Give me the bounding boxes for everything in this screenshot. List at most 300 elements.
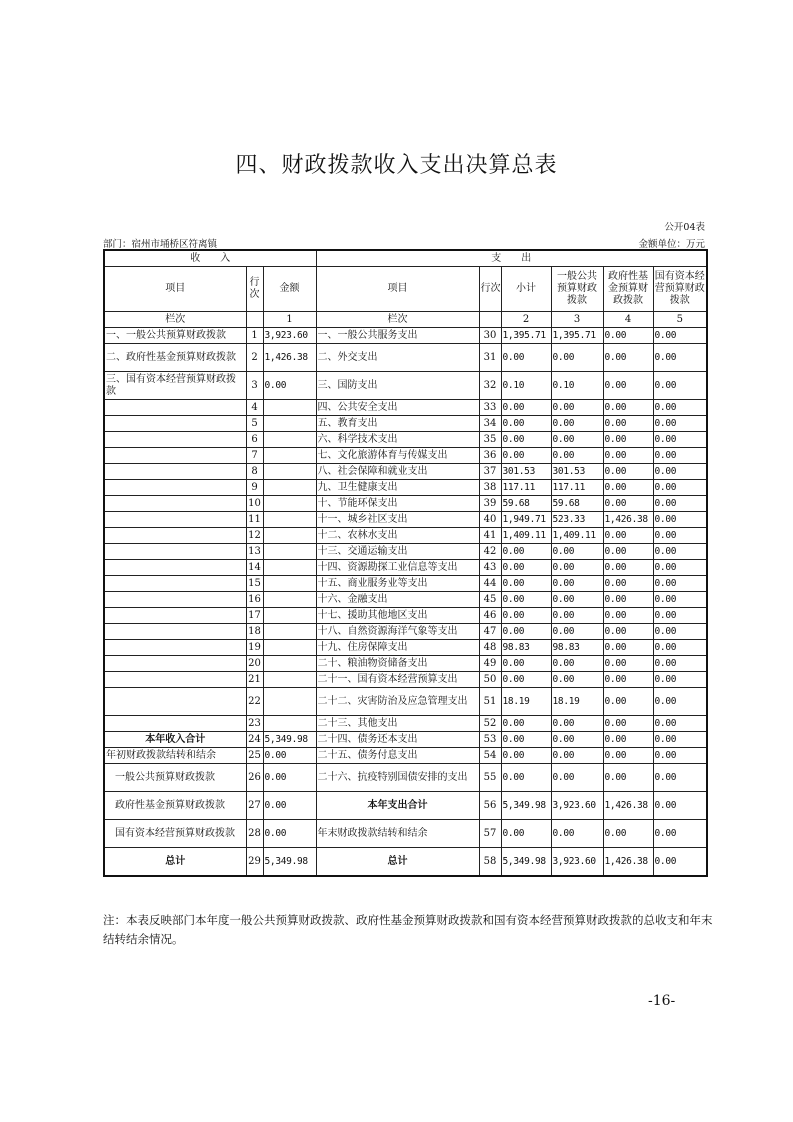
expense-line-no: 52 <box>479 716 501 732</box>
expense-line-no: 34 <box>479 416 501 432</box>
income-header: 收 入 <box>104 250 316 267</box>
income-item: 三、国有资本经营预算财政拨款 <box>104 372 246 400</box>
general-budget-value: 98.83 <box>551 640 603 656</box>
general-budget-value: 0.00 <box>551 748 603 764</box>
expense-line-no: 36 <box>479 448 501 464</box>
general-budget-value: 0.00 <box>551 716 603 732</box>
general-budget-value: 59.68 <box>551 496 603 512</box>
expense-line-no: 46 <box>479 608 501 624</box>
table-row <box>104 344 707 372</box>
income-amount: 0.00 <box>263 748 316 764</box>
income-item <box>104 432 246 448</box>
budget-summary-table <box>103 249 708 877</box>
state-capital-value: 0.00 <box>653 820 707 848</box>
income-amount <box>263 544 316 560</box>
income-line-no: 8 <box>246 464 263 480</box>
income-item <box>104 416 246 432</box>
gov-fund-value: 0.00 <box>603 496 653 512</box>
expense-item: 三、国防支出 <box>316 372 479 400</box>
income-line-no: 23 <box>246 716 263 732</box>
unit-label: 金额单位：万元 <box>638 239 705 250</box>
income-amount <box>263 416 316 432</box>
general-budget-value: 0.00 <box>551 432 603 448</box>
table-row <box>104 448 707 464</box>
income-item <box>104 624 246 640</box>
income-amount: 3,923.60 <box>263 328 316 344</box>
subtotal-value: 0.00 <box>501 544 551 560</box>
table-row <box>104 688 707 716</box>
income-line-no: 4 <box>246 400 263 416</box>
expense-line-no: 44 <box>479 576 501 592</box>
table-row <box>104 400 707 416</box>
expense-line-no: 58 <box>479 848 501 877</box>
income-line-no: 22 <box>246 688 263 716</box>
state-capital-value: 0.00 <box>653 416 707 432</box>
expense-item: 十三、交通运输支出 <box>316 544 479 560</box>
income-amount <box>263 716 316 732</box>
expense-line-no: 39 <box>479 496 501 512</box>
expense-line-no: 38 <box>479 480 501 496</box>
income-item <box>104 716 246 732</box>
expense-item: 二十三、其他支出 <box>316 716 479 732</box>
expense-item: 八、社会保障和就业支出 <box>316 464 479 480</box>
expense-item: 十九、住房保障支出 <box>316 640 479 656</box>
general-budget-value: 0.00 <box>551 608 603 624</box>
state-capital-value: 0.00 <box>653 560 707 576</box>
gov-fund-value: 0.00 <box>603 416 653 432</box>
state-capital-value: 0.00 <box>653 432 707 448</box>
expense-line-no: 57 <box>479 820 501 848</box>
income-line-no: 1 <box>246 328 263 344</box>
expense-item: 本年支出合计 <box>316 792 479 820</box>
income-line-no: 19 <box>246 640 263 656</box>
footnote: 注：本表反映部门本年度一般公共预算财政拨款、政府性基金预算财政拨款和国有资本经营预算财政拨款的总收支和年末结转结余情况。 <box>103 913 713 946</box>
general-budget-value: 523.33 <box>551 512 603 528</box>
income-line-no: 20 <box>246 656 263 672</box>
state-capital-value: 0.00 <box>653 576 707 592</box>
state-capital-value: 0.00 <box>653 748 707 764</box>
expense-line-no: 43 <box>479 560 501 576</box>
expense-item: 二十、粮油物资储备支出 <box>316 656 479 672</box>
gov-fund-value: 0.00 <box>603 624 653 640</box>
table-row <box>104 416 707 432</box>
header-row-2 <box>104 267 707 312</box>
income-amount <box>263 640 316 656</box>
general-budget-value: 0.00 <box>551 544 603 560</box>
col-4: 4 <box>603 312 653 328</box>
income-amount: 0.00 <box>263 764 316 792</box>
expense-line-no: 54 <box>479 748 501 764</box>
state-capital-value: 0.00 <box>653 848 707 877</box>
table-row <box>104 432 707 448</box>
subtotal-value: 0.00 <box>501 560 551 576</box>
state-capital-value: 0.00 <box>653 792 707 820</box>
gov-fund-value: 0.00 <box>603 372 653 400</box>
subtotal-value: 1,395.71 <box>501 328 551 344</box>
amount-header: 金额 <box>263 267 316 312</box>
subtotal-value: 0.00 <box>501 592 551 608</box>
state-capital-value: 0.00 <box>653 512 707 528</box>
table-row <box>104 672 707 688</box>
subtotal-value: 59.68 <box>501 496 551 512</box>
income-item <box>104 688 246 716</box>
income-line-no: 17 <box>246 608 263 624</box>
table-row <box>104 716 707 732</box>
expense-line-no: 33 <box>479 400 501 416</box>
expense-item: 四、公共安全支出 <box>316 400 479 416</box>
gov-fund-value: 0.00 <box>603 448 653 464</box>
expense-item-header: 项目 <box>316 267 479 312</box>
expense-item: 六、科学技术支出 <box>316 432 479 448</box>
expense-line-no: 41 <box>479 528 501 544</box>
income-item: 一般公共预算财政拨款 <box>104 764 246 792</box>
table-row <box>104 820 707 848</box>
subtotal-value: 0.00 <box>501 732 551 748</box>
general-budget-value: 0.00 <box>551 344 603 372</box>
expense-item: 九、卫生健康支出 <box>316 480 479 496</box>
gov-fund-value: 0.00 <box>603 748 653 764</box>
income-amount <box>263 688 316 716</box>
col-empty <box>479 312 501 328</box>
general-budget-value: 1,395.71 <box>551 328 603 344</box>
expense-line-no: 42 <box>479 544 501 560</box>
state-capital-value: 0.00 <box>653 624 707 640</box>
page-number: -16- <box>648 993 676 1009</box>
expense-item: 二十一、国有资本经营预算支出 <box>316 672 479 688</box>
gov-fund-value: 0.00 <box>603 480 653 496</box>
subtotal-value: 0.00 <box>501 672 551 688</box>
col-5: 5 <box>653 312 707 328</box>
expense-item: 二十六、抗疫特别国债安排的支出 <box>316 764 479 792</box>
income-line-no: 2 <box>246 344 263 372</box>
income-amount <box>263 512 316 528</box>
gov-fund-value: 1,426.38 <box>603 848 653 877</box>
department-label: 部门：宿州市埇桥区符离镇 <box>103 239 218 250</box>
general-budget-value: 0.00 <box>551 560 603 576</box>
col-2: 2 <box>501 312 551 328</box>
state-capital-value: 0.00 <box>653 608 707 624</box>
subtotal-value: 0.00 <box>501 820 551 848</box>
gov-fund-value: 0.00 <box>603 764 653 792</box>
subtotal-value: 0.00 <box>501 608 551 624</box>
income-item <box>104 400 246 416</box>
income-item <box>104 544 246 560</box>
table-row <box>104 576 707 592</box>
general-budget-value: 0.00 <box>551 764 603 792</box>
table-row <box>104 732 707 748</box>
expense-line-no: 48 <box>479 640 501 656</box>
income-line-no: 14 <box>246 560 263 576</box>
gov-fund-value: 0.00 <box>603 400 653 416</box>
expense-item: 总计 <box>316 848 479 877</box>
subtotal-value: 0.00 <box>501 416 551 432</box>
expense-line-no: 49 <box>479 656 501 672</box>
income-line-no: 7 <box>246 448 263 464</box>
gov-fund-value: 0.00 <box>603 544 653 560</box>
state-capital-value: 0.00 <box>653 528 707 544</box>
expense-item: 十五、商业服务业等支出 <box>316 576 479 592</box>
expense-item: 十八、自然资源海洋气象等支出 <box>316 624 479 640</box>
expense-item: 十七、援助其他地区支出 <box>316 608 479 624</box>
income-line-header: 行次 <box>246 267 263 312</box>
income-amount: 0.00 <box>263 820 316 848</box>
col-empty <box>246 312 263 328</box>
general-budget-value: 0.00 <box>551 576 603 592</box>
subtotal-value: 117.11 <box>501 480 551 496</box>
income-line-no: 21 <box>246 672 263 688</box>
subtotal-value: 0.00 <box>501 764 551 792</box>
income-amount <box>263 608 316 624</box>
income-amount: 1,426.38 <box>263 344 316 372</box>
general-budget-value: 117.11 <box>551 480 603 496</box>
gov-fund-value: 0.00 <box>603 656 653 672</box>
income-item-header: 项目 <box>104 267 246 312</box>
expense-item: 二十五、债务付息支出 <box>316 748 479 764</box>
income-item: 二、政府性基金预算财政拨款 <box>104 344 246 372</box>
expense-item: 年末财政拨款结转和结余 <box>316 820 479 848</box>
income-amount <box>263 464 316 480</box>
expense-line-no: 30 <box>479 328 501 344</box>
gov-fund-value: 0.00 <box>603 528 653 544</box>
income-item <box>104 656 246 672</box>
gov-fund-value: 0.00 <box>603 576 653 592</box>
income-amount <box>263 560 316 576</box>
subtotal-header: 小计 <box>501 267 551 312</box>
income-item <box>104 512 246 528</box>
income-line-no: 11 <box>246 512 263 528</box>
income-amount <box>263 480 316 496</box>
subtotal-value: 5,349.98 <box>501 848 551 877</box>
expense-line-no: 45 <box>479 592 501 608</box>
table-row <box>104 496 707 512</box>
subtotal-value: 1,949.71 <box>501 512 551 528</box>
expense-line-no: 37 <box>479 464 501 480</box>
income-amount <box>263 496 316 512</box>
income-item: 总计 <box>104 848 246 877</box>
income-amount <box>263 528 316 544</box>
state-capital-value: 0.00 <box>653 544 707 560</box>
expense-item: 二十四、债务还本支出 <box>316 732 479 748</box>
subtotal-value: 0.00 <box>501 576 551 592</box>
state-capital-value: 0.00 <box>653 764 707 792</box>
general-budget-value: 0.00 <box>551 592 603 608</box>
expense-item: 十六、金融支出 <box>316 592 479 608</box>
income-line-no: 9 <box>246 480 263 496</box>
gov-fund-value: 0.00 <box>603 732 653 748</box>
state-capital-value: 0.00 <box>653 656 707 672</box>
subtotal-value: 0.00 <box>501 344 551 372</box>
state-capital-value: 0.00 <box>653 372 707 400</box>
subtotal-value: 5,349.98 <box>501 792 551 820</box>
state-capital-value: 0.00 <box>653 448 707 464</box>
income-amount: 0.00 <box>263 792 316 820</box>
expense-item: 七、文化旅游体育与传媒支出 <box>316 448 479 464</box>
gov-fund-value: 1,426.38 <box>603 512 653 528</box>
income-line-no: 24 <box>246 732 263 748</box>
gov-fund-value: 0.00 <box>603 432 653 448</box>
subtotal-value: 0.00 <box>501 448 551 464</box>
income-item <box>104 672 246 688</box>
state-capital-value: 0.00 <box>653 592 707 608</box>
income-item <box>104 608 246 624</box>
col-3: 3 <box>551 312 603 328</box>
general-budget-value: 0.10 <box>551 372 603 400</box>
expense-item: 二十二、灾害防治及应急管理支出 <box>316 688 479 716</box>
expense-line-header: 行次 <box>479 267 501 312</box>
income-item: 年初财政拨款结转和结余 <box>104 748 246 764</box>
table-row <box>104 764 707 792</box>
gov-fund-header: 政府性基金预算财政拨款 <box>603 267 653 312</box>
subtotal-value: 0.00 <box>501 748 551 764</box>
state-capital-value: 0.00 <box>653 480 707 496</box>
subtotal-value: 0.00 <box>501 624 551 640</box>
income-line-no: 26 <box>246 764 263 792</box>
income-line-no: 28 <box>246 820 263 848</box>
income-item <box>104 496 246 512</box>
gov-fund-value: 1,426.38 <box>603 792 653 820</box>
general-budget-value: 1,409.11 <box>551 528 603 544</box>
expense-header: 支 出 <box>316 250 707 267</box>
expense-line-no: 40 <box>479 512 501 528</box>
col-label: 栏次 <box>104 312 246 328</box>
income-item <box>104 560 246 576</box>
expense-line-no: 35 <box>479 432 501 448</box>
subtotal-value: 0.00 <box>501 432 551 448</box>
income-item: 本年收入合计 <box>104 732 246 748</box>
income-line-no: 25 <box>246 748 263 764</box>
gov-fund-value: 0.00 <box>603 328 653 344</box>
income-amount <box>263 576 316 592</box>
state-capital-value: 0.00 <box>653 328 707 344</box>
table-row <box>104 792 707 820</box>
income-amount <box>263 448 316 464</box>
general-budget-value: 0.00 <box>551 624 603 640</box>
state-capital-value: 0.00 <box>653 344 707 372</box>
expense-line-no: 56 <box>479 792 501 820</box>
income-item <box>104 448 246 464</box>
income-line-no: 29 <box>246 848 263 877</box>
gov-fund-value: 0.00 <box>603 640 653 656</box>
income-amount <box>263 432 316 448</box>
expense-item: 十、节能环保支出 <box>316 496 479 512</box>
general-budget-value: 0.00 <box>551 656 603 672</box>
form-number: 公开04表 <box>664 222 705 233</box>
expense-item: 十四、资源勘探工业信息等支出 <box>316 560 479 576</box>
income-amount <box>263 592 316 608</box>
general-budget-header: 一般公共预算财政拨款 <box>551 267 603 312</box>
general-budget-value: 3,923.60 <box>551 848 603 877</box>
state-capital-value: 0.00 <box>653 716 707 732</box>
table-row <box>104 560 707 576</box>
income-amount <box>263 656 316 672</box>
subtotal-value: 0.00 <box>501 400 551 416</box>
gov-fund-value: 0.00 <box>603 608 653 624</box>
subtotal-value: 98.83 <box>501 640 551 656</box>
expense-item: 十一、城乡社区支出 <box>316 512 479 528</box>
expense-line-no: 50 <box>479 672 501 688</box>
income-item <box>104 480 246 496</box>
subtotal-value: 0.10 <box>501 372 551 400</box>
expense-line-no: 32 <box>479 372 501 400</box>
income-line-no: 6 <box>246 432 263 448</box>
income-line-no: 15 <box>246 576 263 592</box>
income-item <box>104 528 246 544</box>
income-line-no: 16 <box>246 592 263 608</box>
general-budget-value: 0.00 <box>551 820 603 848</box>
general-budget-value: 0.00 <box>551 400 603 416</box>
income-amount <box>263 624 316 640</box>
general-budget-value: 0.00 <box>551 732 603 748</box>
expense-line-no: 55 <box>479 764 501 792</box>
state-capital-value: 0.00 <box>653 464 707 480</box>
table-row <box>104 656 707 672</box>
expense-line-no: 53 <box>479 732 501 748</box>
state-capital-header: 国有资本经营预算财政拨款 <box>653 267 707 312</box>
subtotal-value: 301.53 <box>501 464 551 480</box>
income-amount: 5,349.98 <box>263 848 316 877</box>
table-row <box>104 608 707 624</box>
income-item <box>104 592 246 608</box>
col-1: 1 <box>263 312 316 328</box>
table-row <box>104 528 707 544</box>
income-line-no: 18 <box>246 624 263 640</box>
table-row <box>104 328 707 344</box>
table-row <box>104 624 707 640</box>
general-budget-value: 3,923.60 <box>551 792 603 820</box>
income-line-no: 3 <box>246 372 263 400</box>
income-line-no: 10 <box>246 496 263 512</box>
gov-fund-value: 0.00 <box>603 344 653 372</box>
state-capital-value: 0.00 <box>653 400 707 416</box>
state-capital-value: 0.00 <box>653 732 707 748</box>
gov-fund-value: 0.00 <box>603 688 653 716</box>
expense-line-no: 31 <box>479 344 501 372</box>
table-row <box>104 480 707 496</box>
gov-fund-value: 0.00 <box>603 592 653 608</box>
table-row <box>104 592 707 608</box>
table-row <box>104 512 707 528</box>
page-title: 四、财政拨款收入支出决算总表 <box>235 153 558 178</box>
exp-col-label: 栏次 <box>316 312 479 328</box>
state-capital-value: 0.00 <box>653 672 707 688</box>
subtotal-value: 0.00 <box>501 656 551 672</box>
table-row <box>104 544 707 560</box>
income-amount: 0.00 <box>263 372 316 400</box>
state-capital-value: 0.00 <box>653 496 707 512</box>
income-item: 政府性基金预算财政拨款 <box>104 792 246 820</box>
subtotal-value: 0.00 <box>501 716 551 732</box>
income-item: 国有资本经营预算财政拨款 <box>104 820 246 848</box>
gov-fund-value: 0.00 <box>603 716 653 732</box>
general-budget-value: 0.00 <box>551 416 603 432</box>
income-item <box>104 464 246 480</box>
table-row <box>104 372 707 400</box>
gov-fund-value: 0.00 <box>603 672 653 688</box>
subtotal-value: 1,409.11 <box>501 528 551 544</box>
gov-fund-value: 0.00 <box>603 560 653 576</box>
gov-fund-value: 0.00 <box>603 820 653 848</box>
income-line-no: 5 <box>246 416 263 432</box>
expense-item: 十二、农林水支出 <box>316 528 479 544</box>
expense-item: 二、外交支出 <box>316 344 479 372</box>
general-budget-value: 0.00 <box>551 448 603 464</box>
income-line-no: 12 <box>246 528 263 544</box>
income-item <box>104 640 246 656</box>
general-budget-value: 18.19 <box>551 688 603 716</box>
table-row <box>104 748 707 764</box>
subtotal-value: 18.19 <box>501 688 551 716</box>
column-index-row <box>104 312 707 328</box>
